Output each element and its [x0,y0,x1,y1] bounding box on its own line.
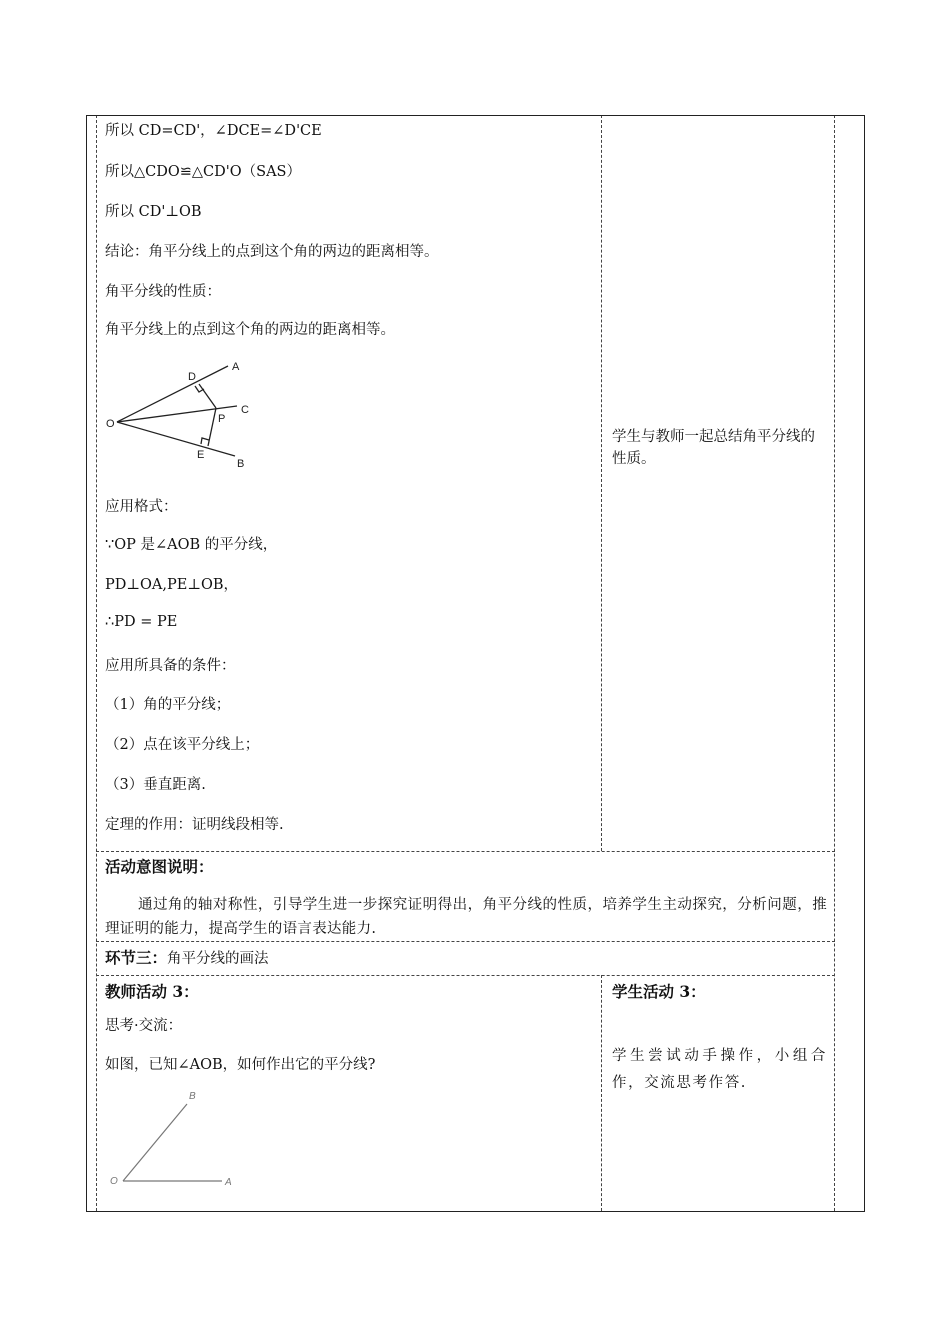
table-bottom-border [86,1211,865,1212]
column-divider-bottom [601,975,602,1211]
intent-text: 通过角的轴对称性，引导学生进一步探究证明得出，角平分线的性质，培养学生主动探究，分析问题，推理证明的能力，提高学生的语言表达能力. [105,897,827,937]
student-activity-title: 学生活动 3： [612,982,706,1001]
application-heading: 应用格式： [105,499,178,515]
angle-aob-figure [105,1085,245,1195]
condition-3: （3）垂直距离. [105,777,206,793]
ray-ob [117,422,235,456]
theorem-use: 定理的作用：证明线段相等. [105,817,284,833]
label-c: C [241,404,249,416]
table-inner-left-dash [96,115,97,1211]
property-statement: 角平分线上的点到这个角的两边的距离相等。 [105,322,395,338]
bisector-question: 如图，已知∠AOB，如何作出它的平分线? [105,1057,376,1073]
application-given: ∵OP 是∠AOB 的平分线， [105,537,278,553]
row-divider-activity3 [96,975,835,976]
conclusion-line: 结论：角平分线上的点到这个角的两边的距离相等。 [105,244,439,260]
conditions-heading: 应用所具备的条件： [105,658,236,674]
intent-title: 活动意图说明： [105,857,214,876]
right-angle-mark-e [201,438,209,444]
label-o: O [106,418,115,430]
property-heading: 角平分线的性质： [105,284,221,300]
label-e: E [197,449,205,461]
condition-2: （2）点在该平分线上； [105,737,260,753]
proof-line-2: 所以△CDO≌△CD'O（SAS） [105,164,301,180]
angle-bisector-figure [100,352,270,477]
student-activity-text: 学生尝试动手操作，小组合作，交流思考作答. [612,1048,827,1091]
column-divider-top [601,115,602,851]
section3-title: 角平分线的画法 [167,951,269,967]
application-therefore: ∴PD = PE [105,614,178,630]
label-a-2: A [225,1177,232,1188]
application-perpendiculars: PD⊥OA,PE⊥OB， [105,577,239,593]
label-b-2: B [189,1091,196,1102]
segment-pe [208,408,216,446]
ray-oa [117,366,228,422]
row-divider-section3 [96,941,835,942]
proof-line-3: 所以 CD'⊥OB [105,204,202,220]
segment-pd [199,384,216,408]
section3-header [105,946,269,968]
label-o-2: O [110,1176,118,1187]
row-divider-intent [96,851,835,852]
label-b: B [237,458,245,470]
label-d: D [188,371,196,383]
ray-ob-2 [123,1104,187,1181]
label-p: P [218,413,226,425]
think-exchange-label: 思考·交流： [105,1018,183,1034]
teacher-activity-title: 教师活动 3： [105,982,199,1001]
table-inner-right-dash [834,115,835,1211]
table-right-border [864,115,865,1211]
condition-1: （1）角的平分线； [105,697,231,713]
section3-label: 环节三： [105,948,168,967]
table-left-border [86,115,87,1211]
label-a: A [232,361,240,373]
student-summary-note: 学生与教师一起总结角平分线的性质。 [612,429,815,467]
table-top-border [86,115,865,116]
proof-line-1: 所以 CD=CD'，∠DCE=∠D'CE [105,123,322,139]
